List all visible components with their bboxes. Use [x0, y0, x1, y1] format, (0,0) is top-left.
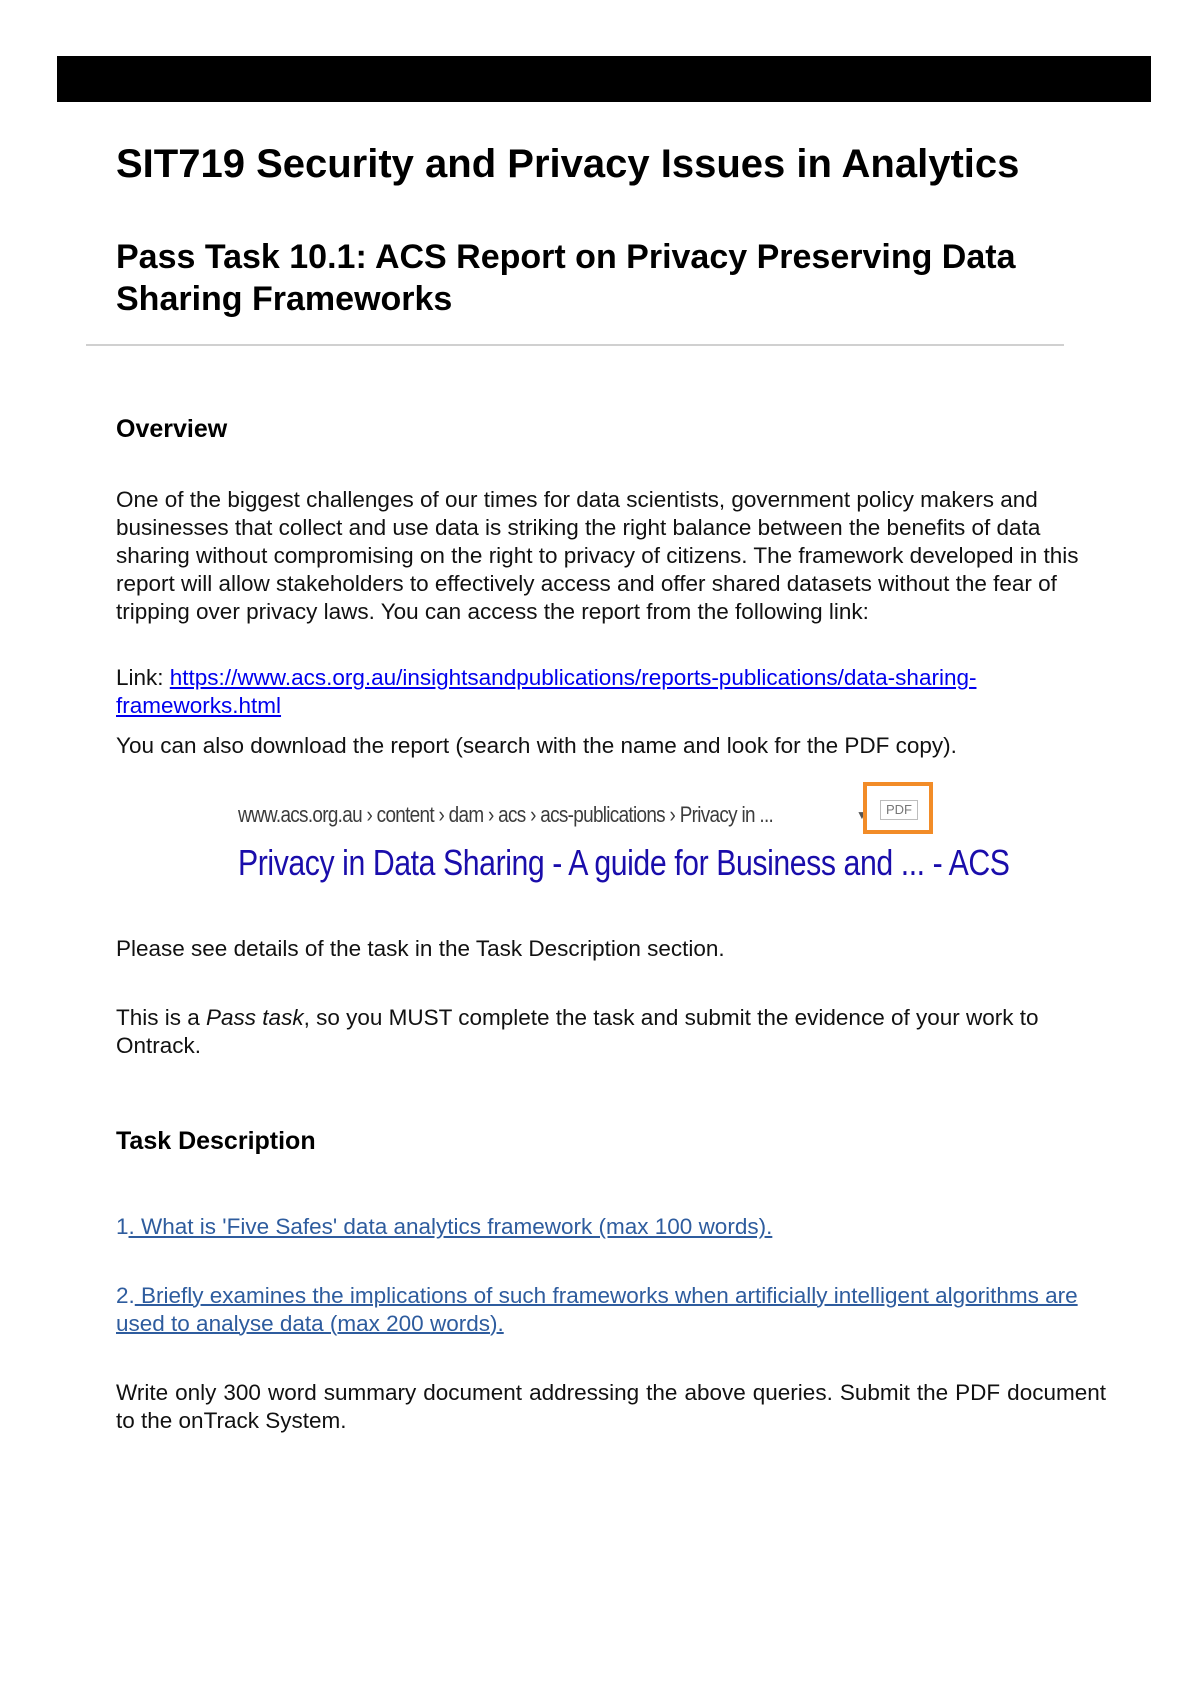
download-note: You can also download the report (search with the name and look for the PDF copy).: [116, 733, 957, 758]
pass-task-note: [116, 1004, 1106, 1060]
report-link-line: [116, 664, 1106, 720]
overview-heading: Overview: [116, 415, 228, 443]
chevron-down-icon: ▼: [856, 808, 868, 822]
task-title: Pass Task 10.1: ACS Report on Privacy Preserving Data Sharing Frameworks: [116, 238, 1016, 318]
course-title: SIT719 Security and Privacy Issues in Analytics: [116, 142, 1020, 186]
task-description-heading: Task Description: [116, 1127, 316, 1155]
details-note: Please see details of the task in the Task Description section.: [116, 936, 725, 961]
task-item-1: [116, 1213, 1106, 1241]
link-label: Link:: [116, 665, 170, 690]
task-item-2: [116, 1282, 1106, 1338]
task-item-1-link[interactable]: . What is 'Five Safes' data analytics framework (max 100 words).: [128, 1214, 773, 1239]
pass-note-prefix: This is a: [116, 1005, 207, 1030]
task-item-2-link[interactable]: Briefly examines the implications of such frameworks when artificially intelligent algorithms are used to analyse data (max 200 words).: [116, 1283, 1078, 1336]
header-bar: [57, 56, 1151, 102]
overview-paragraph: One of the biggest challenges of our times for data scientists, government policy makers and businesses that collect and use data is striking the right balance between the benefits of data sharing without compromising on the right to privacy of citizens. The framework developed in this report will allow stakeholders to effectively access and offer shared datasets without the fear of tripping over privacy laws. You can access the report from the following link:: [116, 487, 1079, 624]
submission-instructions: Write only 300 word summary document addressing the above queries. Submit the PDF document to the onTrack System.: [116, 1380, 1106, 1433]
acs-report-link[interactable]: https://www.acs.org.au/insightsandpublications/reports-publications/data-sharing-frameworks.html: [116, 665, 977, 718]
pass-note-emphasis: Pass task: [206, 1005, 304, 1030]
title-divider: [86, 344, 1064, 346]
task-item-1-number: 1: [116, 1214, 129, 1239]
pass-note-suffix: , so you MUST complete the task and submit the evidence of your work to Ontrack.: [116, 1005, 1039, 1058]
pdf-highlight-box: [863, 782, 933, 834]
task-item-2-number: 2.: [116, 1283, 135, 1308]
pdf-badge: PDF: [880, 800, 918, 820]
search-result-breadcrumb: www.acs.org.au › content › dam › acs › acs-publications › Privacy in ...: [238, 802, 774, 827]
search-result-screenshot: [238, 782, 1010, 892]
search-result-title: Privacy in Data Sharing - A guide for Business and ... - ACS: [238, 842, 1010, 883]
